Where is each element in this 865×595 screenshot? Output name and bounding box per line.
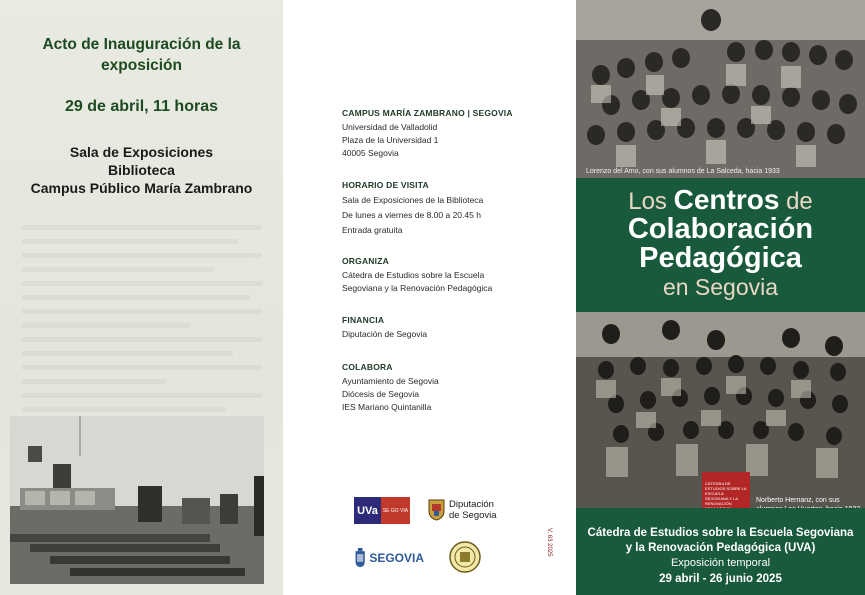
info-heading: HORARIO DE VISITA	[342, 180, 429, 190]
inauguration-date: 29 de abril, 11 horas	[65, 98, 218, 115]
diputacion-line: Diputación	[449, 499, 494, 510]
info-heading: FINANCIA	[342, 315, 385, 325]
photo-caption-bottom: Norberto Hernanz, con sus	[756, 497, 840, 504]
title-line-3: Pedagógica	[639, 242, 802, 274]
info-line: Ayuntamiento de Segovia	[342, 376, 439, 386]
photo-caption-top: Lorenzo del Amo, con sus alumnos de La Salceda, hacia 1933	[586, 168, 780, 175]
footer-organizer-line-2: y la Renovación Pedagógica (UVA)	[625, 542, 816, 554]
info-line: De lunes a viernes de 8.00 a 20.45 h	[342, 210, 481, 220]
info-financia	[342, 315, 562, 341]
inauguration-title: Acto de Inauguración de la exposición	[42, 36, 241, 74]
catedra-badge: CÁTEDRA DE ESTUDIOS SOBRE LA ESCUELA SEGOVIANA Y LA RENOVACIÓN	[702, 472, 750, 518]
shield-icon	[428, 499, 445, 521]
info-heading: ORGANIZA	[342, 256, 389, 266]
title-centros: Centros	[673, 184, 780, 215]
info-line: Diócesis de Segovia	[342, 389, 420, 399]
footer-organizer-line-1: Cátedra de Estudios sobre la Escuela Segoviana	[587, 527, 854, 539]
crest-icon	[354, 545, 366, 571]
exhibition-footer-band	[576, 508, 865, 595]
historic-class-photo-top	[576, 0, 865, 178]
exhibition-title-band	[576, 178, 865, 312]
venue-block	[10, 143, 273, 197]
info-line: Entrada gratuita	[342, 225, 403, 235]
footer-subtitle: Exposición temporal	[670, 557, 771, 569]
segovia-logo	[354, 543, 424, 573]
info-colabora	[342, 362, 562, 414]
title-los: Los	[628, 188, 667, 215]
classroom-photo	[10, 416, 264, 584]
print-code: V. 63 2025	[546, 528, 552, 557]
venue-line: Sala de Exposiciones	[69, 144, 214, 160]
venue-line: Biblioteca	[108, 162, 175, 178]
uva-logo-side: SE GO VIA	[381, 497, 410, 524]
diputacion-line: de Segovia	[449, 510, 497, 521]
info-line: Cátedra de Estudios sobre la Escuela	[342, 270, 485, 280]
ies-seal-logo	[449, 541, 481, 573]
title-line-1	[576, 186, 865, 215]
diputacion-logo	[428, 495, 508, 525]
uva-logo	[354, 497, 410, 524]
info-campus	[342, 108, 562, 160]
info-line: Diputación de Segovia	[342, 329, 428, 339]
info-organiza	[342, 256, 562, 295]
title-de: de	[786, 188, 813, 215]
info-line: IES Mariano Quintanilla	[342, 402, 432, 412]
info-line: Sala de Exposiciones de la Biblioteca	[342, 195, 484, 205]
uva-logo-text: UVa	[354, 497, 381, 524]
info-heading: COLABORA	[342, 362, 393, 372]
info-line: Plaza de la Universidad 1	[342, 135, 439, 145]
diputacion-text	[449, 499, 497, 521]
info-line: 40005 Segovia	[342, 148, 399, 158]
title-line-4: en Segovia	[662, 274, 779, 300]
info-horario	[342, 180, 562, 238]
right-panel	[576, 0, 865, 595]
segovia-text: SEGOVIA	[369, 551, 424, 565]
footer-dates: 29 abril - 26 junio 2025	[659, 573, 782, 585]
title-line-2: Colaboración	[627, 213, 814, 245]
info-line: Universidad de Valladolid	[342, 122, 438, 132]
info-line: Segoviana y la Renovación Pedagógica	[342, 283, 493, 293]
middle-panel	[283, 0, 576, 595]
venue-line: Campus Público María Zambrano	[30, 180, 253, 196]
info-heading: CAMPUS MARÍA ZAMBRANO | SEGOVIA	[342, 108, 513, 118]
left-panel	[0, 0, 283, 595]
